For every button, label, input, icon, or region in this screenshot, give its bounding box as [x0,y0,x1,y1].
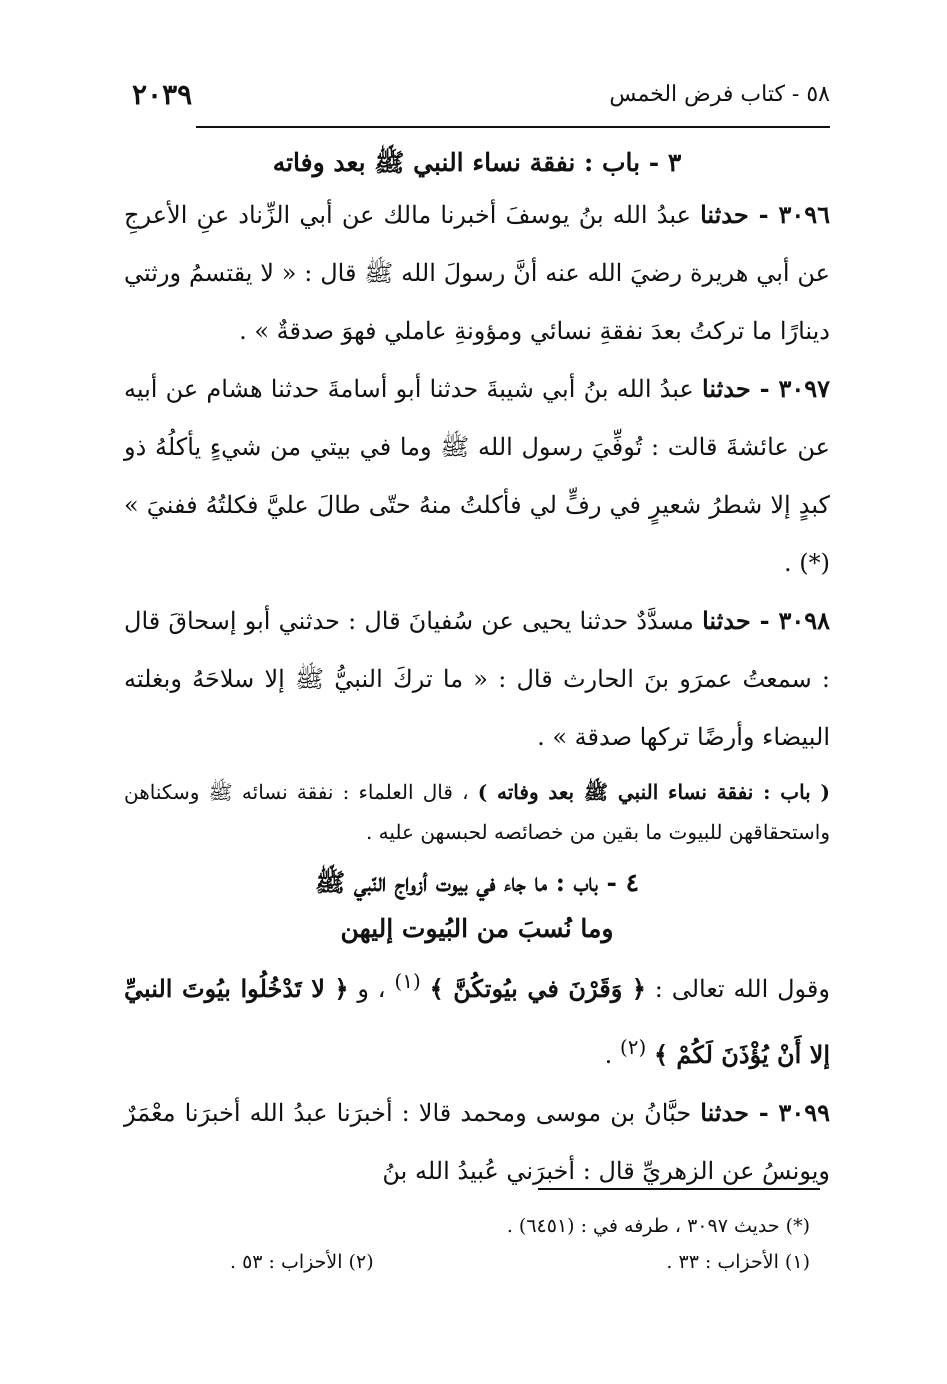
footnote-2: (٢) الأحزاب : ٥٣ . [230,1251,374,1273]
page-number: ٢٠٣٩ [132,78,193,111]
footnotes [230,1208,810,1280]
section-4-heading: ٤ - باب : ما جاء في بيوت أزواج النّبي ﷺ [314,868,640,897]
page-body [124,140,830,1200]
commentary-note-title: ( باب : نفقة نساء النبي ﷺ بعد وفاته ) [477,780,831,804]
hadith-3098-text: مسدَّدٌ حدثنا يحيى عن سُفيانَ قال : حدثني أبو إسحاقَ قال : سمعتُ عمرَو بنَ الحارث قال : « ما تركَ النبيُّ ﷺ إلا سلاحَهُ وبغلته البيضاء وأرضًا تركها صدقة » . [124,607,830,751]
page-header [132,78,830,124]
footnote-divider [538,1188,820,1190]
hadith-3096-text: عبدُ الله بنُ يوسفَ أخبرنا مالك عن أبي الزِّناد عنِ الأعرجِ عن أبي هريرة رضيَ الله عنه أنَّ رسولَ الله ﷺ قال : « لا يقتسمُ ورثتي دينارًا ما تركتُ بعدَ نفقةِ نسائي ومؤونةِ عاملي فهوَ صدقةٌ » . [124,201,830,345]
footnote-star: (*) حديث ٣٠٩٧ ، طرفه في : (٦٤٥١) . [506,1215,810,1237]
hadith-3096-number: ٣٠٩٦ - حدثنا [700,200,830,229]
running-title: ٥٨ - كتاب فرض الخمس [609,82,830,107]
quran-conjunction: ، و [357,975,386,1003]
hadith-3097-number: ٣٠٩٧ - حدثنا [702,374,831,403]
hadith-3098-number: ٣٠٩٨ - حدثنا [702,606,830,635]
hadith-3097 [124,360,830,592]
commentary-note [124,772,830,852]
hadith-3098 [124,592,830,766]
hadith-3099-text: حبَّانُ بن موسى ومحمد قالا : أخبرَنا عبدُ الله أخبرَنا معْمَرٌ ويونسُ عن الزهريِّ قال : أخبرَني عُبيدُ الله بنُ [124,1099,830,1185]
footnote-ref-2: (٢) [619,1035,647,1059]
commentary-note-text: ، قال العلماء : نفقة نسائه ﷺ وسكناهن واستحقاقهن للبيوت ما بقين من خصائصه لحبسهن عليه . [124,780,830,844]
section-3-heading: ٣ - باب : نفقة نساء النبي ﷺ بعد وفاته [272,148,682,177]
header-divider [196,126,830,128]
quran-intro: وقول الله تعالى : [654,975,830,1003]
hadith-3099 [124,1084,830,1200]
quran-citation [124,952,830,1084]
quran-verse-2: ﴿ لا تَدْخُلُوا بيُوتَ النبيِّ إلا أَنْ يُؤْذَنَ لَكُمْ ﴾ [124,974,830,1069]
footnote-ref-1: (١) [394,969,421,993]
quran-end: . [604,1041,613,1069]
section-4-subheading: وما نُسبَ من البُيوت إليهن [340,914,614,943]
footnote-row [230,1244,810,1280]
footnote-1: (١) الأحزاب : ٣٣ . [666,1251,810,1273]
hadith-3096 [124,186,830,360]
quran-verse-1: ﴿ وَقَرْنَ في بيُوتكُنَّ ﴾ [429,974,646,1003]
hadith-3097-text: عبدُ الله بنُ أبي شيبةَ حدثنا أبو أسامةَ حدثنا هشام عن أبيه عن عائشةَ قالت : تُوفِّيَ رسول الله ﷺ وما في بيتي من شيءٍ يأكلُهُ ذو كبدٍ إلا شطرُ شعيرٍ في رفٍّ لي فأكلتُ منهُ حتّى طالَ عليَّ فكلتُهُ ففنيَ » (*) . [124,375,830,577]
hadith-3099-number: ٣٠٩٩ - حدثنا [700,1098,830,1127]
